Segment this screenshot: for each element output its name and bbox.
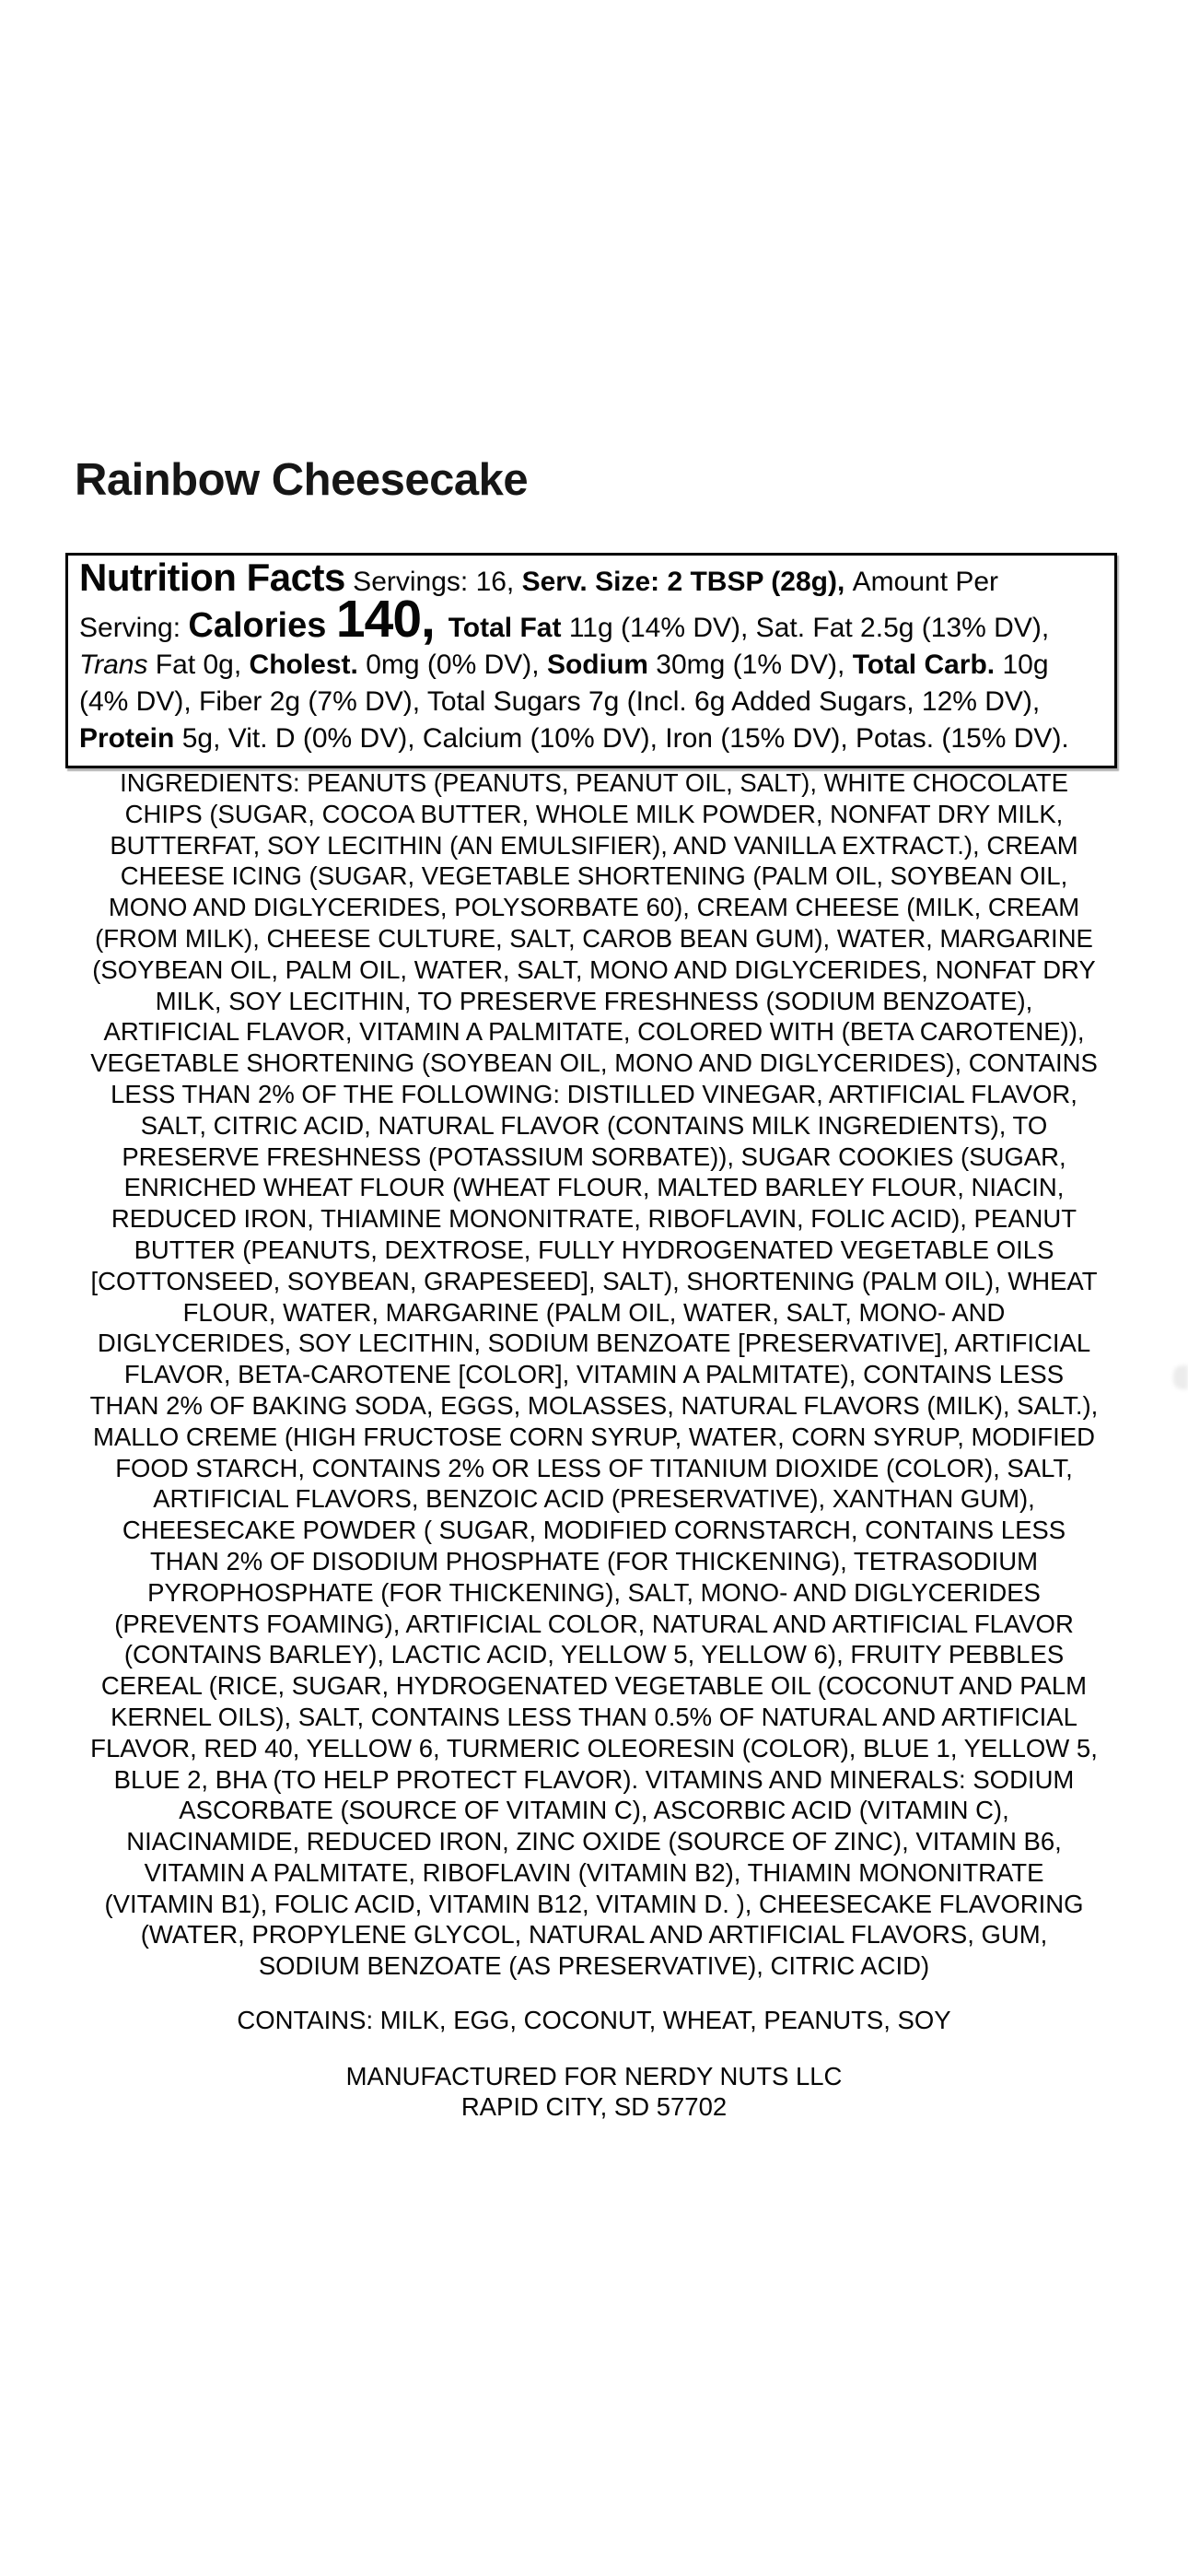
ingredients-line: THAN 2% OF BAKING SODA, EGGS, MOLASSES, NATURAL FLAVORS (MILK), SALT.), (89, 1390, 1099, 1420)
ingredients-line: CHIPS (SUGAR, COCOA BUTTER, WHOLE MILK POWDER, NONFAT DRY MILK, (124, 799, 1064, 828)
ingredients-line: BUTTER (PEANUTS, DEXTROSE, FULLY HYDROGENATED VEGETABLE OILS (134, 1235, 1054, 1264)
ingredients-line: SODIUM BENZOATE (AS PRESERVATIVE), CITRIC ACID) (258, 1951, 930, 1981)
ingredients-line: CHEESECAKE POWDER ( SUGAR, MODIFIED CORNSTARCH, CONTAINS LESS (122, 1516, 1066, 1545)
ingredients-line: FLAVOR, RED 40, YELLOW 6, TURMERIC OLEORESIN (COLOR), BLUE 1, YELLOW 5, (90, 1733, 1098, 1762)
ingredients-line: BLUE 2, BHA (TO HELP PROTECT FLAVOR). VITAMINS AND MINERALS: SODIUM (113, 1764, 1075, 1794)
nutrition-facts-segment: Trans (79, 650, 148, 680)
nutrition-facts-segment: 5g, Vit. D (0% DV), Calcium (10% DV), Iron (15% DV), Potas. (15% DV). (174, 723, 1069, 754)
manufacturer-name-line: MANUFACTURED FOR NERDY NUTS LLC (345, 2062, 843, 2090)
nutrition-facts-segment: Sodium (546, 650, 648, 680)
nutrition-facts-segment: Amount Per Serving: (79, 567, 999, 643)
ingredients-line: INGREDIENTS: PEANUTS (PEANUTS, PEANUT OIL, SALT), WHITE CHOCOLATE (120, 768, 1068, 797)
ingredients-line: (SOYBEAN OIL, PALM OIL, WATER, SALT, MONO AND DIGLYCERIDES, NONFAT DRY (92, 954, 1096, 984)
ingredients-line: THAN 2% OF DISODIUM PHOSPHATE (FOR THICKENING), TETRASODIUM (149, 1546, 1039, 1575)
ingredients-line: LESS THAN 2% OF THE FOLLOWING: DISTILLED VINEGAR, ARTIFICIAL FLAVOR, (111, 1079, 1077, 1108)
manufacturer-info (0, 2061, 1188, 2122)
ingredients-line: ENRICHED WHEAT FLOUR (WHEAT FLOUR, MALTED BARLEY FLOUR, NIACIN, (123, 1173, 1065, 1202)
ingredients-line: FLAVOR, BETA-CAROTENE [COLOR], VITAMIN A PALMITATE), CONTAINS LESS (123, 1360, 1065, 1389)
nutrition-facts-segment: Calories (188, 606, 336, 645)
ingredients-line: VITAMIN A PALMITATE, RIBOFLAVIN (VITAMIN B2), THIAMIN MONONITRATE (144, 1857, 1044, 1887)
ingredients-line: NIACINAMIDE, REDUCED IRON, ZINC OXIDE (SOURCE OF ZINC), VITAMIN B6, (126, 1827, 1062, 1856)
ingredients-line: CEREAL (RICE, SUGAR, HYDROGENATED VEGETABLE OIL (COCONUT AND PALM (100, 1671, 1088, 1701)
ingredients-line: [COTTONSEED, SOYBEAN, GRAPESEED], SALT), SHORTENING (PALM OIL), WHEAT (90, 1266, 1098, 1295)
ingredients-line: SALT, CITRIC ACID, NATURAL FLAVOR (CONTAINS MILK INGREDIENTS), TO (140, 1110, 1048, 1140)
nutrition-facts-segment: 30mg (1% DV), (647, 650, 853, 680)
ingredients-line: MONO AND DIGLYCERIDES, POLYSORBATE 60), CREAM CHEESE (MILK, CREAM (108, 893, 1080, 922)
scan-smudge-artifact (1173, 1365, 1188, 1389)
ingredients-line: REDUCED IRON, THIAMINE MONONITRATE, RIBOFLAVIN, FOLIC ACID), PEANUT (111, 1204, 1077, 1234)
nutrition-facts-segment: Fat 0g, (147, 650, 250, 680)
ingredients-line: VEGETABLE SHORTENING (SOYBEAN OIL, MONO AND DIGLYCERIDES), CONTAINS (90, 1048, 1098, 1078)
ingredients-line: PYROPHOSPHATE (FOR THICKENING), SALT, MONO- AND DIGLYCERIDES (147, 1577, 1041, 1607)
nutrition-facts-segment: Nutrition Facts (79, 556, 345, 599)
ingredients-line: (CONTAINS BARLEY), LACTIC ACID, YELLOW 5, YELLOW 6), FRUITY PEBBLES (123, 1640, 1065, 1669)
nutrition-facts-segment: Serv. Size: 2 TBSP (28g), (521, 567, 853, 597)
ingredients-line: PRESERVE FRESHNESS (POTASSIUM SORBATE)), SUGAR COOKIES (SUGAR, (122, 1142, 1066, 1171)
nutrition-facts-segment: Servings: 16, (344, 567, 522, 597)
ingredients-line: CHEESE ICING (SUGAR, VEGETABLE SHORTENING (PALM OIL, SOYBEAN OIL, (120, 861, 1068, 891)
manufacturer-address-line: RAPID CITY, SD 57702 (460, 2092, 728, 2121)
ingredients-line: ASCORBATE (SOURCE OF VITAMIN C), ASCORBIC ACID (VITAMIN C), (179, 1796, 1009, 1825)
nutrition-facts-segment: 10g (4% DV), Fiber 2g (7% DV), Total Sugars 7g (Incl. 6g Added Sugars, 12% DV), (79, 650, 1049, 717)
nutrition-facts-segment: Protein (79, 723, 175, 754)
nutrition-facts-segment: 11g (14% DV), Sat. Fat 2.5g (13% DV), (568, 613, 1050, 643)
ingredients-line: (VITAMIN B1), FOLIC ACID, VITAMIN B12, VITAMIN D. ), CHEESECAKE FLAVORING (104, 1889, 1084, 1918)
product-title: Rainbow Cheesecake (75, 455, 529, 505)
nutrition-facts-text (79, 556, 1103, 757)
nutrition-facts-segment: Total Fat (448, 613, 569, 643)
ingredients-line: (PREVENTS FOAMING), ARTIFICIAL COLOR, NATURAL AND ARTIFICIAL FLAVOR (114, 1609, 1074, 1638)
nutrition-facts-segment: Total Carb. (852, 650, 996, 680)
ingredients-line: MALLO CREME (HIGH FRUCTOSE CORN SYRUP, WATER, CORN SYRUP, MODIFIED (93, 1422, 1095, 1451)
ingredients-line: DIGLYCERIDES, SOY LECITHIN, SODIUM BENZOATE [PRESERVATIVE], ARTIFICIAL (97, 1329, 1091, 1358)
ingredients-line: KERNEL OILS), SALT, CONTAINS LESS THAN 0.5% OF NATURAL AND ARTIFICIAL (111, 1702, 1077, 1731)
nutrition-facts-box (65, 553, 1117, 768)
ingredients-line: ARTIFICIAL FLAVOR, VITAMIN A PALMITATE, COLORED WITH (BETA CAROTENE)), (103, 1017, 1085, 1047)
ingredients-line: (WATER, PROPYLENE GLYCOL, NATURAL AND ARTIFICIAL FLAVORS, GUM, (140, 1920, 1048, 1950)
ingredients-line: MILK, SOY LECITHIN, TO PRESERVE FRESHNESS (SODIUM BENZOATE), (155, 986, 1033, 1015)
ingredients-line: FLOUR, WATER, MARGARINE (PALM OIL, WATER, SALT, MONO- AND (182, 1297, 1006, 1327)
ingredients-line: BUTTERFAT, SOY LECITHIN (AN EMULSIFIER), AND VANILLA EXTRACT.), CREAM (110, 830, 1078, 860)
nutrition-facts-segment: 140, (335, 590, 448, 649)
allergen-statement: CONTAINS: MILK, EGG, COCONUT, WHEAT, PEANUTS, SOY (237, 2006, 951, 2034)
nutrition-facts-segment: Cholest. (249, 650, 358, 680)
ingredients-line: ARTIFICIAL FLAVORS, BENZOIC ACID (PRESERVATIVE), XANTHAN GUM), (153, 1484, 1035, 1514)
nutrition-facts-segment: 0mg (0% DV), (357, 650, 547, 680)
ingredients-line: FOOD STARCH, CONTAINS 2% OR LESS OF TITANIUM DIOXIDE (COLOR), SALT, (115, 1453, 1073, 1482)
ingredients-line: (FROM MILK), CHEESE CULTURE, SALT, CAROB BEAN GUM), WATER, MARGARINE (95, 923, 1093, 953)
ingredients-section (51, 767, 1137, 1982)
